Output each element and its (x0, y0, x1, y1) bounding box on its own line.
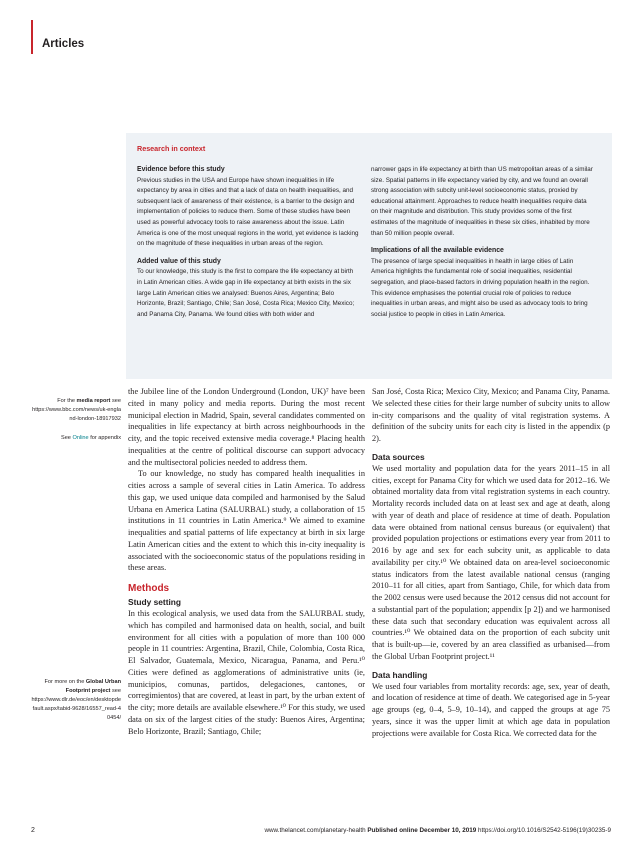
global-urban-footprint-sidenote (31, 678, 121, 723)
body-paragraph: San José, Costa Rica; Mexico City, Mexico; and Panama City, Panama. We selected these cities for their large number of subcity units to allow in-city comparisons and the quality of vital registration systems. A definition of the subcity units for each city is listed in the appendix (p 2). (372, 387, 610, 443)
body-paragraph: We used mortality and population data for the years 2011–15 in all cities, except for Panama City for which we used data for 2012–16. We obtained mortality data from vital registration systems in each country. Mortality records included data on at least sex and age at death, along with year of death and place of residence at time of death. Population data were obtained from national census bureaus (or equivalent) that provided population projections or estimations every year from 2011 to 2016 by age and sex for each subcity unit, as applicable to data availability per city.¹⁰ We obtained data on area-level socioeconomic status indicators from the latest available national census (ranging 2010–11 for all cities, apart from Santiago, Chile, for which data from the 2002 census were used because the 2012 census did not account for a substantial part of the population; appendix [p 2]) and we harmonised these data such that secondary education was equivalent across all countries.¹⁰ We obtained data on the proportion of each subcity unit that is built-up—ie, covered by an area classified as urbanised—from the Global Urban Footprint project.¹¹ (372, 463, 610, 661)
added-value-text: To our knowledge, this study is the first to compare the life expectancy at birth in Latin American cities. A wide gap in life expectancy at birth exists in the six large Latin American cities we analysed: Buenos Aires, Argentina; Belo Horizonte, Brazil; Santiago, Chile; San José, Costa Rica; Mexico City, Mexico; and Panama City, Panama. We found cities with both wider and (137, 268, 355, 318)
implications-text: The presence of large special inequalities in health in large cities of Latin America highlights the fundamental role of social inequalities, residential segregation, and place-based factors in driving population health in the region. This evidence emphasises the potential crucial role of policies to reduce inequalities in urban areas, and might also be used as advocacy tools to bring social justice to people in cities in Latin America. (371, 257, 590, 318)
media-report-link[interactable]: https://www.bbc.com/news/uk-england-london-18917932 (32, 407, 121, 422)
research-in-context-panel (126, 133, 612, 379)
panel-right-column (371, 165, 593, 327)
body-paragraph: To our knowledge, no study has compared health inequalities in cities across a sample of several cities in Latin America. To address this gap, we used unique data compiled and harmonised by the Salud Urbana en America Latina (SALURBAL) study, a collaboration of 15 institutions in 11 countries in Latin America.⁹ We aimed to examine inequalities and spatial patterns of life expectancy at birth in six large Latin American cities and the extent to which this in-city inequality is associated with the socioeconomic status of the populations residing in these areas. (128, 469, 365, 573)
data-handling-heading: Data handling (372, 669, 428, 680)
panel-title: Research in context (137, 144, 206, 153)
global-urban-footprint-link[interactable]: https://www.dlr.de/eoc/en/desktopdefault.aspx/tabid-9628/16557_read-40454/ (31, 697, 121, 721)
header-accent-rule (31, 20, 33, 54)
published-date: Published online December 10, 2019 (367, 827, 477, 834)
sidenote-bold: Global Urban Footprint project (65, 679, 121, 694)
footer-citation (264, 827, 611, 834)
study-setting-heading: Study setting (128, 597, 182, 607)
evidence-before-heading: Evidence before this study (137, 166, 225, 173)
data-sources-heading: Data sources (372, 451, 425, 462)
evidence-continued-text: narrower gaps in life expectancy at birth than US metropolitan areas of a similar size. Spatial patterns in life expectancy varied by city, and we found an overall strong association with subcity unit-level socioeconomic status, proxied by educational attainment. Approaches to reduce health inequalities require data on their magnitude and distribution. This study provides some of the first estimates of the magnitude of inequalities in these six cities, inhabited by more than 50 million people overall. (371, 166, 593, 237)
added-value-heading: Added value of this study (137, 257, 221, 265)
online-appendix-sidenote (31, 434, 121, 443)
sidenote-suffix: see (110, 688, 121, 694)
journal-site-link[interactable]: www.thelancet.com/planetary-health (264, 827, 366, 834)
online-appendix-link[interactable]: Online (72, 435, 89, 441)
body-column-left (128, 386, 365, 737)
sidenote-bold: media report (76, 398, 111, 404)
sidenote-suffix: for appendix (88, 435, 121, 441)
panel-left-column (137, 165, 359, 327)
body-paragraph: the Jubilee line of the London Underground (London, UK)⁷ have been cited in many policy and media reports. During the most recent municipal election in Madrid, Spain, several candidates commented on inequalities in life expectancy at birth across neighbourhoods in the city, and the topic received extensive media coverage.⁸ Placing health inequalities at the centre of political discourse can support advocacy and the multisectoral policies needed to address them. (128, 387, 365, 467)
sidenote-suffix: see (110, 398, 121, 404)
implications-heading: Implications of all the available evidence (371, 247, 504, 255)
media-report-sidenote (31, 397, 121, 424)
methods-heading: Methods (128, 583, 170, 594)
page-number: 2 (31, 827, 35, 834)
evidence-before-text: Previous studies in the USA and Europe have shown inequalities in life expectancy by area in cities and that a lack of data on health inequalities, and subsequent lack of awareness of their existence, is a barrier to the design and implementation of policies to reduce them. Some of these studies have been used as powerful advocacy tools to raise awareness about the issue. Latin America is one of the most unequal regions in the world, yet evidence is lacking on the magnitude of these inequalities in urban areas of the region. (137, 176, 359, 248)
sidenote-prefix: For more on the (44, 679, 86, 685)
doi-link[interactable]: https://doi.org/10.1016/S2542-5196(19)30235-9 (477, 827, 611, 834)
body-paragraph: In this ecological analysis, we used data from the SALURBAL study, which has compiled and harmonised data on health, social, and built environment for all cities with a population of more than 100 000 people in 11 countries: Argentina, Brazil, Chile, Colombia, Costa Rica, El Salvador, Guatemala, Mexico, Nicaragua, Panama, and Peru.¹⁰ Cities were defined as agglomerations of administrative units (ie, municipios, comunas, partidos, delegaciones, cantones, or corregimientos) that are covered, at least in part, by the urban extent of the city; more details are available elsewhere.¹⁰ For this study, we used data on six of the largest cities of the study: Buenos Aires, Argentina; Belo Horizonte, Brazil; Santiago, Chile; (128, 609, 365, 736)
section-label: Articles (42, 38, 85, 50)
body-paragraph: We used four variables from mortality records: age, sex, year of death, and location of residence at time of death. We categorised age in 5-year age groups (eg, 0–4, 5–9, 10–14), and capped the groups at age 75 years, since it was the upper limit at which age data in population projections were available for Costa Rica. We corrected data for the (372, 681, 610, 738)
body-column-right (372, 386, 610, 739)
sidenote-prefix: See (60, 435, 73, 441)
sidenote-prefix: For the (57, 398, 77, 404)
